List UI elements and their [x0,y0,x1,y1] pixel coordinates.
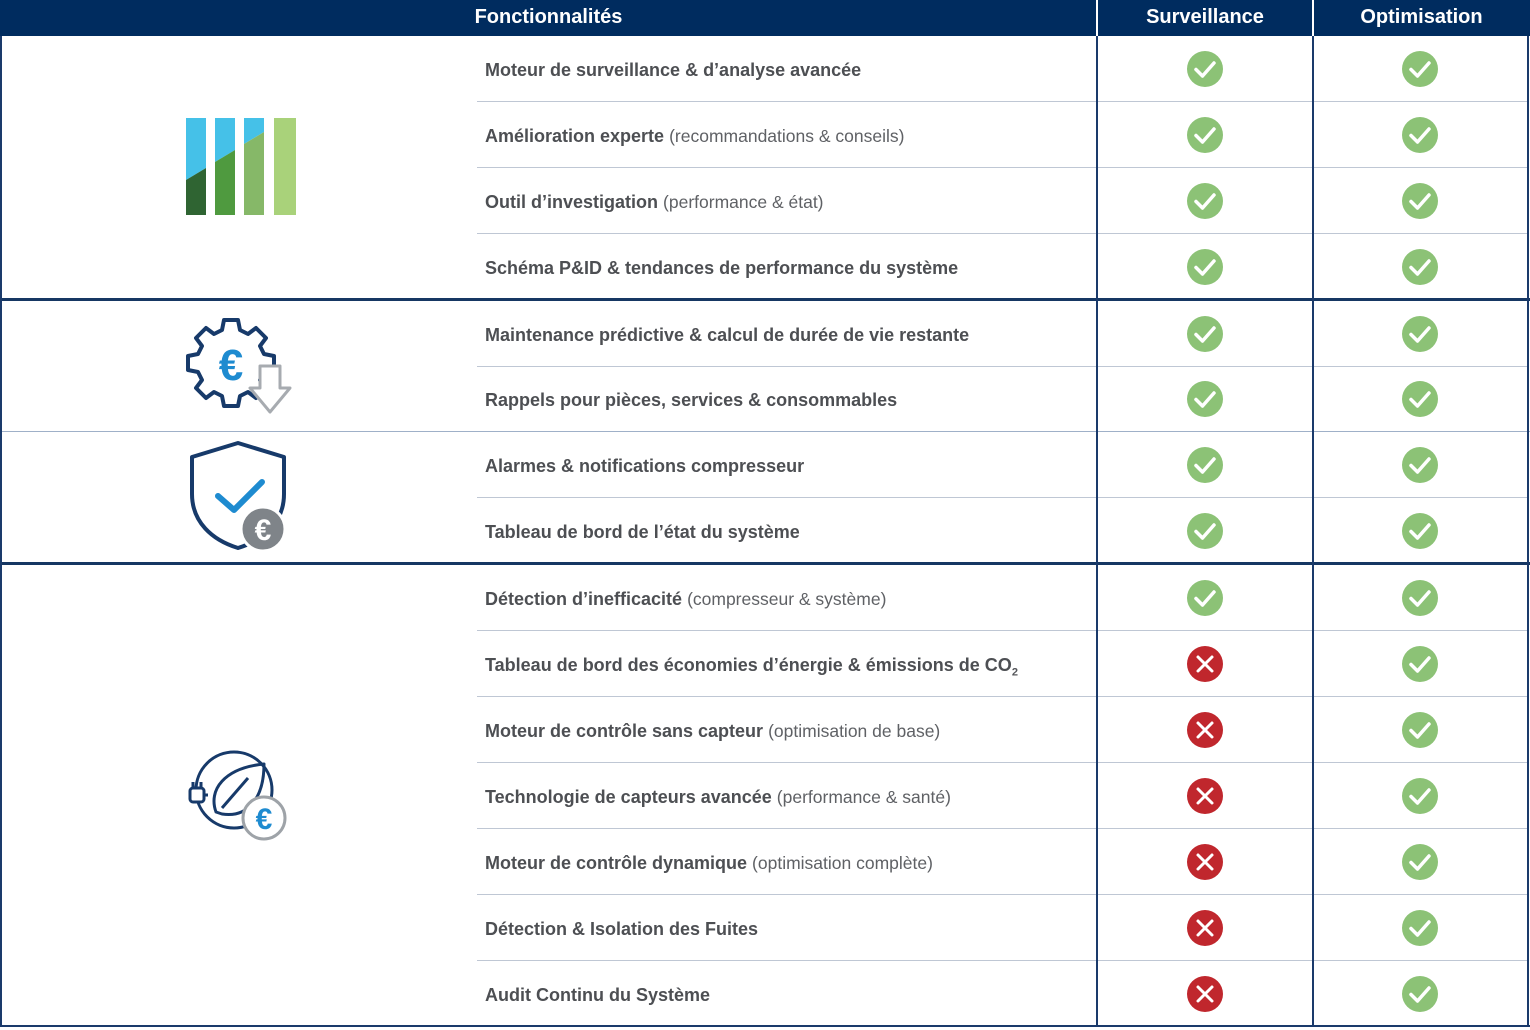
check-icon-surveillance [1186,512,1224,550]
feature-label [485,102,904,168]
shield-check-euro-icon [188,440,292,559]
feature-name: Détection & Isolation des Fuites [485,919,759,939]
table-row [477,961,1529,1027]
table-row [477,432,1529,498]
check-icon-surveillance [1186,50,1224,88]
cross-icon-surveillance [1186,975,1224,1013]
check-icon-optimisation [1401,50,1439,88]
feature-label [485,234,958,300]
feature-name: Audit Continu du Système [485,985,710,1005]
check-icon-surveillance [1186,116,1224,154]
header-optimisation: Optimisation [1360,6,1483,28]
feature-label [485,565,886,631]
check-icon-surveillance [1186,248,1224,286]
feature-name: Tableau de bord de l’état du système [485,522,800,542]
check-icon-surveillance [1186,446,1224,484]
gear-euro-down-icon [184,314,294,421]
check-icon-optimisation [1401,975,1439,1013]
feature-name: Détection d’inefficacité [485,589,683,609]
svg-text:€: € [218,341,244,390]
header-features: Fonctionnalités [474,6,623,28]
svg-text:€: € [254,514,272,547]
check-icon-surveillance [1186,315,1224,353]
leaf-plug-euro-icon [186,746,292,847]
table-row [477,763,1529,829]
cross-icon-surveillance [1186,843,1224,881]
column-divider [1096,36,1098,1027]
cross-icon-surveillance [1186,909,1224,947]
table-header [0,0,1530,36]
feature-name: Moteur de contrôle sans capteur [485,721,764,741]
subscript: 2 [1011,666,1018,679]
table-row [477,301,1529,367]
feature-label [485,763,951,829]
table-row [477,697,1529,763]
table-bottom-border [0,1025,1530,1027]
check-icon-optimisation [1401,579,1439,617]
check-icon-optimisation [1401,380,1439,418]
check-icon-optimisation [1401,116,1439,154]
feature-name: Schéma P&ID & tendances de performance du système [485,258,959,278]
feature-label [485,498,800,564]
feature-name: Maintenance prédictive & calcul de durée de vie restante [485,325,970,345]
feature-name: Rappels pour pièces, services & consommables [485,390,898,410]
feature-name: Tableau de bord des économies d’énergie & émissions de CO [485,655,1012,675]
feature-label [485,366,897,432]
check-icon-optimisation [1401,315,1439,353]
check-icon-optimisation [1401,777,1439,815]
feature-name: Technologie de capteurs avancée [485,787,772,807]
feature-label [485,697,940,763]
check-icon-optimisation [1401,711,1439,749]
table-row [477,498,1529,564]
feature-label [485,432,804,498]
table-border-left [0,36,2,1027]
cross-icon-surveillance [1186,777,1224,815]
check-icon-surveillance [1186,182,1224,220]
column-divider [1312,36,1314,1027]
feature-name: Amélioration experte [485,126,665,146]
feature-detail: (recommandations & conseils) [669,126,905,146]
check-icon-optimisation [1401,512,1439,550]
table-row [477,829,1529,895]
table-row [477,631,1529,697]
table-row [477,366,1529,432]
feature-label [485,961,710,1027]
check-icon-optimisation [1401,645,1439,683]
table-row [477,234,1529,300]
check-icon-optimisation [1401,182,1439,220]
feature-label [485,895,758,961]
feature-detail: (performance & état) [663,192,824,212]
table-border-right [1527,36,1529,1027]
feature-label [485,36,861,102]
table-row [477,36,1529,102]
feature-name: Moteur de surveillance & d’analyse avancée [485,60,862,80]
feature-label [485,301,969,367]
feature-detail: (performance & santé) [776,787,951,807]
check-icon-optimisation [1401,248,1439,286]
check-icon-optimisation [1401,909,1439,947]
table-row [477,168,1529,234]
table-row [477,895,1529,961]
check-icon-optimisation [1401,446,1439,484]
check-icon-optimisation [1401,843,1439,881]
feature-name: Moteur de contrôle dynamique [485,853,748,873]
header-surveillance: Surveillance [1146,6,1264,28]
feature-name: Alarmes & notifications compresseur [485,456,805,476]
feature-label [485,829,933,895]
check-icon-surveillance [1186,380,1224,418]
feature-label [485,631,1018,697]
feature-detail: (optimisation complète) [752,853,933,873]
feature-label [485,168,824,234]
cross-icon-surveillance [1186,645,1224,683]
cross-icon-surveillance [1186,711,1224,749]
check-icon-surveillance [1186,579,1224,617]
svg-text:€: € [255,803,273,836]
feature-detail: (optimisation de base) [768,721,941,741]
table-row [477,565,1529,631]
table-row [477,102,1529,168]
bar-chart-growth-icon [186,118,298,221]
feature-name: Outil d’investigation [485,192,659,212]
feature-detail: (compresseur & système) [687,589,887,609]
